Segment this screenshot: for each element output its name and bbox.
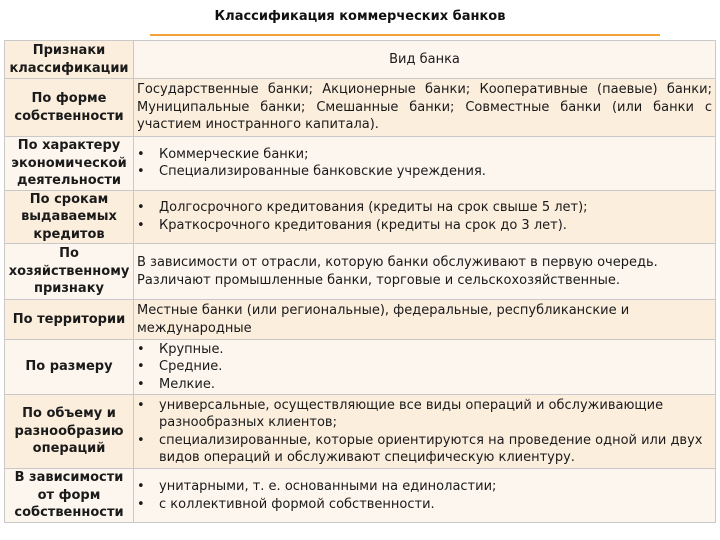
list-item: • специализированные, которые ориентируются на проведение одной или двух видов операций и обслуживают специфическую клиентуру. <box>137 432 712 467</box>
list-item: • унитарными, т. е. основанными на единоластии; <box>137 478 712 496</box>
table-row <box>5 340 716 395</box>
bullet-list <box>137 341 712 394</box>
description-cell: Государственные банки; Акционерные банки; Кооперативные (паевые) банки; Муниципальные банки; Смешанные банки; Совместные банки (или банки с участием иностранного капитала). <box>134 79 716 137</box>
bullet-list <box>137 199 712 234</box>
table-row <box>5 395 716 469</box>
list-item: • Мелкие. <box>137 376 712 394</box>
list-item: • Краткосрочного кредитования (кредиты на срок до 3 лет). <box>137 217 712 235</box>
bullet-list <box>137 397 712 467</box>
criterion-cell: По территории <box>5 300 134 340</box>
classification-table <box>4 40 716 523</box>
header-criteria: Признаки классификации <box>5 41 134 79</box>
criterion-cell: По хозяйственному признаку <box>5 244 134 300</box>
criterion-cell: По размеру <box>5 340 134 395</box>
description-cell <box>134 469 716 523</box>
title-underline <box>150 34 660 36</box>
criterion-cell: По срокам выдаваемых кредитов <box>5 190 134 244</box>
description-cell <box>134 190 716 244</box>
criterion-cell: По форме собственности <box>5 79 134 137</box>
table-row <box>5 79 716 137</box>
table-row <box>5 190 716 244</box>
list-item: • Крупные. <box>137 341 712 359</box>
description-cell <box>134 137 716 191</box>
bullet-list <box>137 478 712 513</box>
table-header-row <box>5 41 716 79</box>
list-item: • с коллективной формой собственности. <box>137 496 712 514</box>
list-item: • Долгосрочного кредитования (кредиты на срок свыше 5 лет); <box>137 199 712 217</box>
description-cell: В зависимости от отрасли, которую банки обслуживают в первую очередь. Различают промышленные банки, торговые и сельскохозяйственные. <box>134 244 716 300</box>
page-title: Классификация коммерческих банков <box>214 9 506 24</box>
description-cell <box>134 395 716 469</box>
list-item: • Специализированные банковские учреждения. <box>137 163 712 181</box>
list-item: • универсальные, осуществляющие все виды операций и обслуживающие разнообразных клиентов; <box>137 397 712 432</box>
criterion-cell: В зависимости от форм собственности <box>5 469 134 523</box>
header-bank-type: Вид банка <box>134 41 716 79</box>
bullet-list <box>137 146 712 181</box>
table-row <box>5 469 716 523</box>
list-item: • Коммерческие банки; <box>137 146 712 164</box>
criterion-cell: По характеру экономической деятельности <box>5 137 134 191</box>
list-item: • Средние. <box>137 358 712 376</box>
table-row <box>5 244 716 300</box>
description-cell: Местные банки (или региональные), федеральные, республиканские и международные <box>134 300 716 340</box>
table-row <box>5 300 716 340</box>
description-cell <box>134 340 716 395</box>
table-row <box>5 137 716 191</box>
criterion-cell: По объему и разнообразию операций <box>5 395 134 469</box>
